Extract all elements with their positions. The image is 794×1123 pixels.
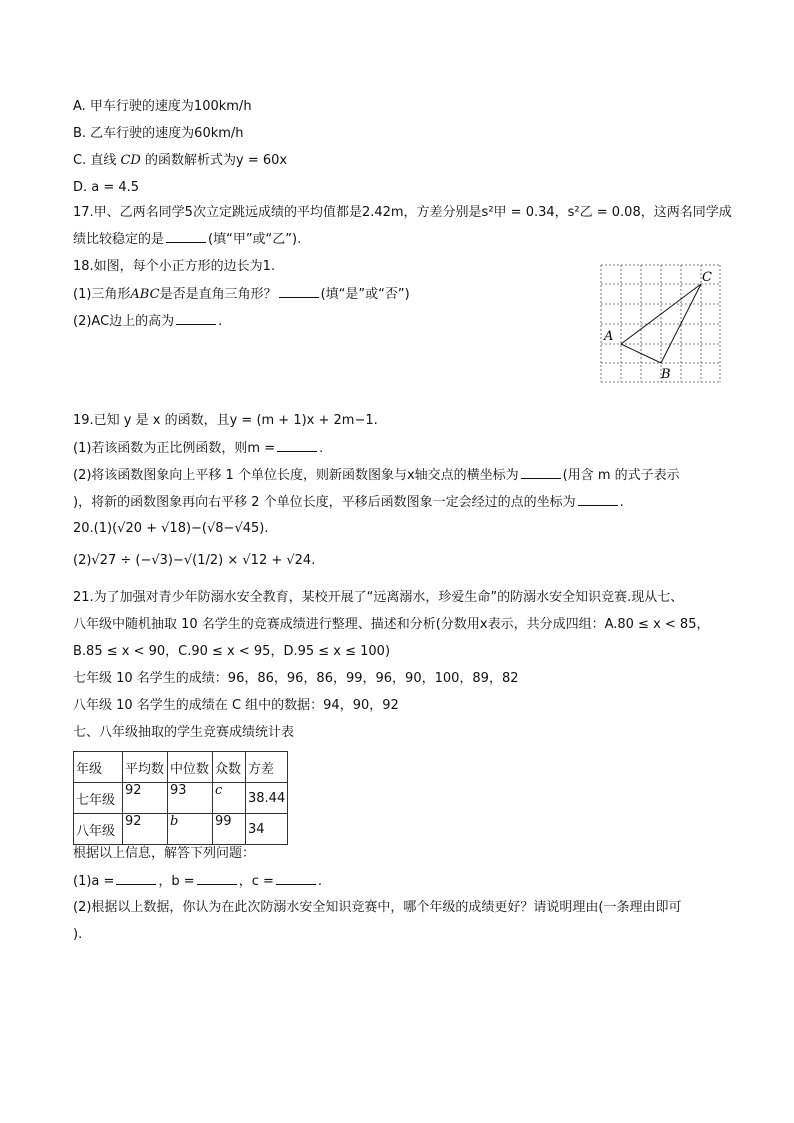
q19-l4-text-a: )，将新的函数图象再向右平移 2 个单位长度，平移后函数图象一定会经过的点的坐标为 <box>73 495 576 510</box>
q21-line-8 <box>73 872 322 891</box>
q21-l8-d: . <box>317 874 323 889</box>
q21-l8-a: (1)a = <box>73 874 115 889</box>
q19-l3-text-a: (2)将该函数图象向上平移 1 个单位长度，则新函数图象与x轴交点的横坐标为 <box>73 468 519 483</box>
q19-l3-answer-blank[interactable] <box>521 466 561 479</box>
q18-p2-text-a: (2)AC边上的高为 <box>73 314 175 329</box>
q21-table-caption: 七、八年级抽取的学生竞赛成绩统计表 <box>73 725 295 740</box>
q19-l3-text-b: (用含 m 的式子表示 <box>562 468 680 483</box>
label-a: A <box>604 329 614 344</box>
q18-p1-text-a: (1)三角形 <box>73 287 131 302</box>
q19-line-3 <box>73 466 680 485</box>
table-header-cell: 平均数 <box>123 752 168 783</box>
q17-answer-blank[interactable] <box>166 230 206 243</box>
q16-option-c <box>73 152 287 170</box>
q18-p2-answer-blank[interactable] <box>176 312 216 325</box>
q21-line-9: (2)根据以上数据，你认为在此次防溺水安全知识竞赛中，哪个年级的成绩更好？请说明理由(一条理由即可 <box>73 900 682 915</box>
q21-line-5: 八年级 10 名学生的成绩在 C 组中的数据：94，90，92 <box>73 698 399 713</box>
table-cell: 38.44 <box>246 783 288 814</box>
q21-l8-b: ，b = <box>158 874 195 889</box>
table-cell: 34 <box>246 814 288 845</box>
q18-grid-figure <box>600 264 722 384</box>
table-header-cell: 中位数 <box>168 752 213 783</box>
q16-option-c-prefix: C. 直线 <box>73 153 117 168</box>
table-cell: b <box>168 814 213 845</box>
q16-option-c-suffix: 的函数解析式为y = 60x <box>145 153 288 168</box>
table-header-cell: 方差 <box>246 752 288 783</box>
q18-p2-text-b: . <box>218 314 223 329</box>
q19-l2-answer-blank[interactable] <box>277 439 317 452</box>
q19-l2-text-a: (1)若该函数为正比例函数，则m = <box>73 441 276 456</box>
q17-text-b: (填“甲”或“乙”). <box>208 232 302 247</box>
q16-option-c-var: CD <box>120 153 141 168</box>
q21-l8-c: ，c = <box>238 874 274 889</box>
q19-l2-text-b: . <box>319 441 324 456</box>
q21-c-blank[interactable] <box>276 872 316 885</box>
q21-line-10: ). <box>73 927 83 942</box>
q21-line-4: 七年级 10 名学生的成绩：96，86，96，86，99，96，90，100，89，82 <box>73 671 519 686</box>
table-header-row <box>74 752 288 783</box>
q18-p1-text-c: (填“是”或“否”) <box>320 287 410 302</box>
table-cell: 99 <box>213 814 246 845</box>
label-c: C <box>702 270 712 285</box>
table-cell: 七年级 <box>74 783 123 814</box>
triangle-abc <box>621 284 701 363</box>
table-header-cell: 年级 <box>74 752 123 783</box>
table-row <box>74 783 288 814</box>
q17-line-2 <box>73 230 301 249</box>
q16-option-d: D. a = 4.5 <box>73 180 140 195</box>
q17-line-1: 17.甲、乙两名同学5次立定跳远成绩的平均值都是2.42m，方差分别是s²甲 = 0.34，s²乙 = 0.08，这两名同学成 <box>73 205 732 220</box>
q18-part-2 <box>73 312 222 331</box>
q16-option-b: B. 乙车行驶的速度为60km/h <box>73 126 244 141</box>
q17-text-a: 绩比较稳定的是 <box>73 232 165 247</box>
q18-p1-var: ABC <box>130 287 160 302</box>
q18-title: 18.如图，每个小正方形的边长为1. <box>73 259 276 274</box>
table-row <box>74 814 288 845</box>
q21-line-3: B.85 ≤ x < 90，C.90 ≤ x < 95，D.95 ≤ x ≤ 100) <box>73 644 391 659</box>
q21-b-blank[interactable] <box>197 872 237 885</box>
q19-line-4 <box>73 493 624 512</box>
q19-l4-answer-blank[interactable] <box>578 493 618 506</box>
q18-part-1 <box>73 285 410 304</box>
table-cell: 93 <box>168 783 213 814</box>
q21-line-2: 八年级中随机抽取 10 名学生的竞赛成绩进行整理、描述和分析(分数用x表示，共分成四组：A.80 ≤ x < 85， <box>73 617 710 632</box>
q19-line-1: 19.已知 y 是 x 的函数，且y = (m + 1)x + 2m−1. <box>73 413 378 428</box>
q20-line-1: 20.(1)(√20 + √18)−(√8−√45). <box>73 521 269 536</box>
q19-l4-text-b: . <box>619 495 624 510</box>
table-header-cell: 众数 <box>213 752 246 783</box>
stats-table <box>73 751 288 845</box>
table-cell: c <box>213 783 246 814</box>
table-cell: 92 <box>123 783 168 814</box>
q21-line-1: 21.为了加强对青少年防溺水安全教育，某校开展了“远离溺水，珍爱生命”的防溺水安全知识竞赛.现从七、 <box>73 590 684 605</box>
table-cell: 八年级 <box>74 814 123 845</box>
q20-line-2: (2)√27 ÷ (−√3)−√(1/2) × √12 + √24. <box>73 553 316 568</box>
q18-p1-answer-blank[interactable] <box>279 285 319 298</box>
q18-p1-text-b: 是否是直角三角形？ <box>159 287 277 302</box>
table-cell: 92 <box>123 814 168 845</box>
q21-a-blank[interactable] <box>116 872 156 885</box>
q16-option-a: A. 甲车行驶的速度为100km/h <box>73 99 252 114</box>
q21-line-7: 根据以上信息，解答下列问题： <box>73 846 256 861</box>
q19-line-2 <box>73 439 323 458</box>
label-b: B <box>661 367 671 382</box>
